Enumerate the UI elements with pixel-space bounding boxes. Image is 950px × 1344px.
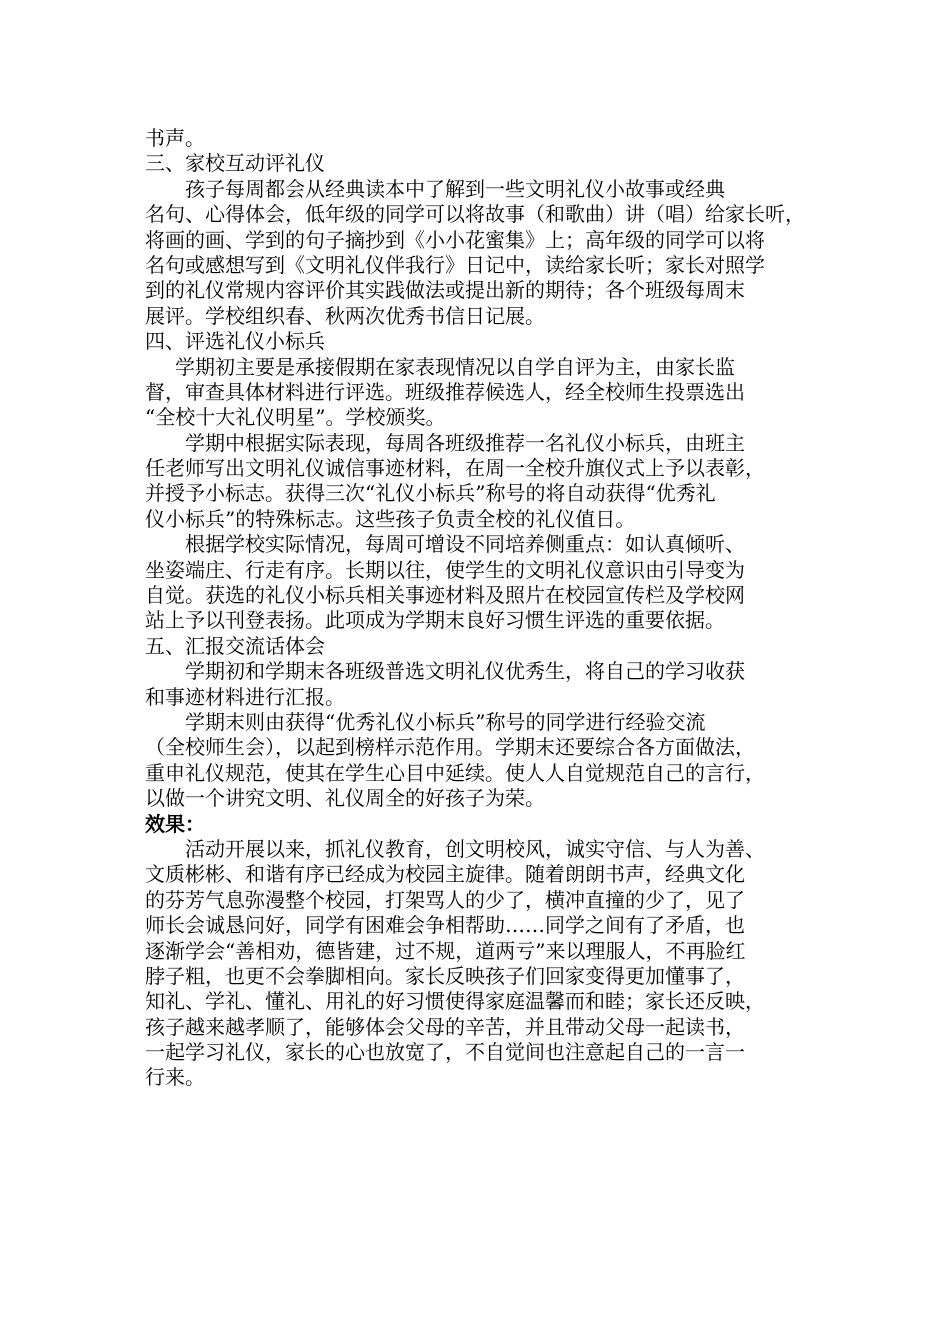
- paragraph-line: 知礼、学礼、懂礼、用礼的好习惯使得家庭温馨而和睦；家长还反映，: [145, 989, 765, 1014]
- paragraph-line: 学期中根据实际表现，每周各班级推荐一名礼仪小标兵，由班主: [185, 430, 745, 455]
- paragraph: [145, 431, 813, 533]
- paragraph-line: 到的礼仪常规内容评价其实践做法或提出新的期待；各个班级每周末: [145, 278, 745, 303]
- section-heading: 三、家校互动评礼仪: [145, 151, 325, 176]
- section-heading: 效果：: [145, 811, 205, 836]
- paragraph-line: “全校十大礼仪明星”。学校颁奖。: [145, 405, 446, 430]
- paragraph: [145, 659, 813, 710]
- paragraph: [145, 710, 813, 812]
- paragraph-line: 将画的画、学到的句子摘抄到《小小花蜜集》上；高年级的同学可以将: [145, 227, 765, 252]
- document-sections: [145, 151, 813, 1090]
- paragraph-line: 并授予小标志。获得三次“礼仪小标兵”称号的将自动获得“优秀礼: [145, 481, 716, 506]
- paragraph: [145, 532, 813, 634]
- paragraph-line: 行来。: [145, 1065, 205, 1090]
- section-heading: 五、汇报交流话体会: [145, 633, 325, 658]
- paragraph-line: 重申礼仪规范，使其在学生心目中延续。使人人自觉规范自己的言行，: [145, 760, 765, 785]
- paragraph-line: 名句、心得体会，低年级的同学可以将故事（和歌曲）讲（唱）给家长听，: [145, 202, 805, 227]
- paragraph-line: 坐姿端庄、行走有序。长期以往，使学生的文明礼仪意识由引导变为: [145, 557, 745, 582]
- paragraph-line: 督，审查具体材料进行评选。班级推荐候选人，经全校师生投票选出: [145, 379, 745, 404]
- paragraph-line: 一起学习礼仪，家长的心也放宽了，不自觉间也注意起自己的一言一: [145, 1040, 745, 1065]
- paragraph-line: 展评。学校组织春、秋两次优秀书信日记展。: [145, 303, 545, 328]
- paragraph-line: （全校师生会），以起到榜样示范作用。学期末还要综合各方面做法，: [145, 735, 755, 760]
- paragraph-line: 站上予以刊登表扬。此项成为学期末良好习惯生评选的重要依据。: [145, 608, 725, 633]
- paragraph-line: 根据学校实际情况，每周可增设不同培养侧重点：如认真倾听、: [185, 532, 745, 557]
- paragraph-line: 和事迹材料进行汇报。: [145, 684, 345, 709]
- paragraph-line: 文质彬彬、和谐有序已经成为校园主旋律。随着朗朗书声，经典文化: [145, 862, 745, 887]
- paragraph: [145, 177, 813, 329]
- paragraph-line: 学期初主要是承接假期在家表现情况以自学自评为主，由家长监: [175, 354, 735, 379]
- paragraph-line: 孩子越来越孝顺了，能够体会父母的辛苦，并且带动父母一起读书，: [145, 1014, 745, 1039]
- paragraph-line: 仪小标兵”的特殊标志。这些孩子负责全校的礼仪值日。: [145, 506, 636, 531]
- paragraph: [145, 355, 813, 431]
- paragraph-line: 的芬芳气息弥漫整个校园，打架骂人的少了，横冲直撞的少了，见了: [145, 887, 745, 912]
- opening-fragment: 书声。: [145, 126, 205, 150]
- paragraph-line: 孩子每周都会从经典读本中了解到一些文明礼仪小故事或经典: [185, 176, 725, 201]
- paragraph-line: 逐渐学会“善相劝，德皆建，过不规，道两亏”来以理服人，不再脸红: [145, 938, 746, 963]
- paragraph-line: 任老师写出文明礼仪诚信事迹材料，在周一全校升旗仪式上予以表彰，: [145, 456, 765, 481]
- paragraph-line: 学期末则由获得“优秀礼仪小标兵”称号的同学进行经验交流: [185, 709, 706, 734]
- document-page: [145, 126, 813, 1091]
- paragraph-line: 以做一个讲究文明、礼仪周全的好孩子为荣。: [145, 786, 545, 811]
- section-heading: 四、评选礼仪小标兵: [145, 329, 325, 354]
- paragraph-line: 师长会诚恳问好，同学有困难会争相帮助……同学之间有了矛盾，也: [145, 913, 745, 938]
- paragraph-line: 自觉。获选的礼仪小标兵相关事迹材料及照片在校园宣传栏及学校网: [145, 583, 745, 608]
- paragraph: [145, 837, 813, 1091]
- paragraph-line: 名句或感想写到《文明礼仪伴我行》日记中，读给家长听；家长对照学: [145, 252, 765, 277]
- paragraph-line: 活动开展以来，抓礼仪教育，创文明校风，诚实守信、与人为善、: [185, 836, 765, 861]
- paragraph-line: 学期初和学期末各班级普选文明礼仪优秀生，将自己的学习收获: [185, 659, 745, 684]
- paragraph-line: 脖子粗，也更不会拳脚相向。家长反映孩子们回家变得更加懂事了，: [145, 963, 745, 988]
